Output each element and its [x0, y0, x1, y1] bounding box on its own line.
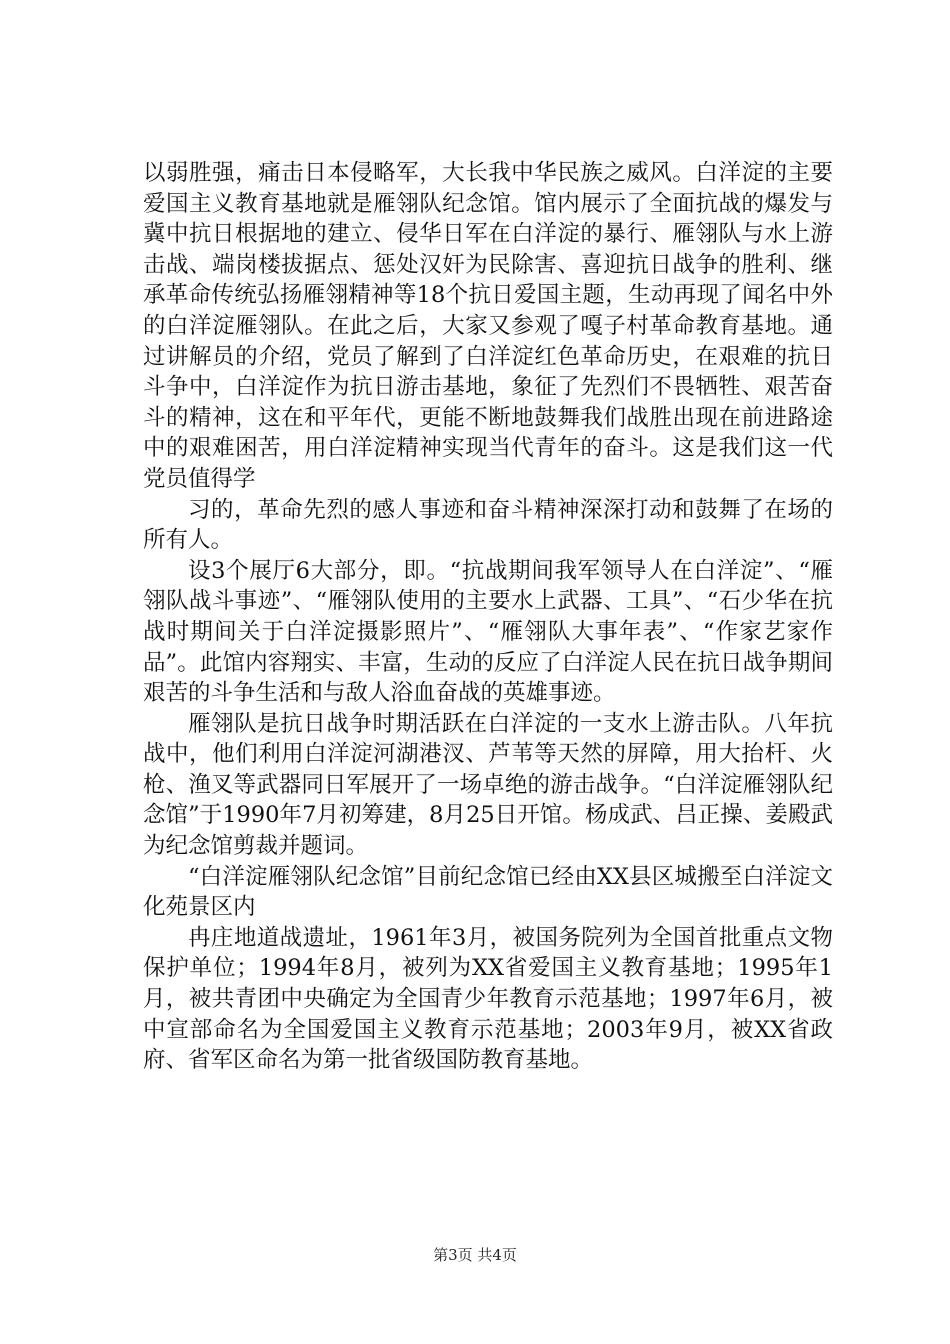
paragraph: “白洋淀雁翎队纪念馆”目前纪念馆已经由XX县区城搬至白洋淀文化苑景区内: [143, 863, 833, 921]
paragraph: 以弱胜强，痛击日本侵略军，大长我中华民族之威风。白洋淀的主要爱国主义教育基地就是雁翎队纪念馆。馆内展示了全面抗战的爆发与冀中抗日根据地的建立、侵华日军在白洋淀的暴行、雁翎队与水上游击战、端岗楼拔据点、惩处汉奸为民除害、喜迎抗日战争的胜利、继承革命传统弘扬雁翎精神等18个抗日爱国主题，生动再现了闻名中外的白洋淀雁翎队。在此之后，大家又参观了嘎子村革命教育基地。通过讲解员的介绍，党员了解到了白洋淀红色革命历史，在艰难的抗日斗争中，白洋淀作为抗日游击基地，象征了先烈们不畏牺牲、艰苦奋斗的精神，这在和平年代，更能不断地鼓舞我们战胜出现在前进路途中的艰难困苦，用白洋淀精神实现当代青年的奋斗。这是我们这一代党员值得学: [143, 160, 833, 492]
paragraph: 习的，革命先烈的感人事迹和奋斗精神深深打动和鼓舞了在场的所有人。: [143, 496, 833, 554]
body-text: [143, 158, 833, 1076]
page-number-footer: 第3页 共4页: [433, 1246, 517, 1264]
paragraph: 冉庄地道战遗址，1961年3月，被国务院列为全国首批重点文物保护单位；1994年8月，被列为XX省爱国主义教育基地；1995年1月，被共青团中央确定为全国青少年教育示范基地；1997年6月，被中宣部命名为全国爱国主义教育示范基地；2003年9月，被XX省政府、省军区命名为第一批省级国防教育基地。: [143, 924, 833, 1074]
paragraph: 雁翎队是抗日战争时期活跃在白洋淀的一支水上游击队。八年抗战中，他们利用白洋淀河湖港汊、芦苇等天然的屏障，用大抬杆、火枪、渔叉等武器同日军展开了一场卓绝的游击战争。“白洋淀雁翎队纪念馆”于1990年7月初筹建，8月25日开馆。杨成武、吕正操、姜殿武为纪念馆剪裁并题词。: [143, 710, 833, 860]
paragraph: 设3个展厅6大部分，即。“抗战期间我军领导人在白洋淀”、“雁翎队战斗事迹”、“雁翎队使用的主要水上武器、工具”、“石少华在抗战时期间关于白洋淀摄影照片”、“雁翎队大事年表”、“作家艺家作品”。此馆内容翔实、丰富，生动的反应了白洋淀人民在抗日战争期间艰苦的斗争生活和与敌人浴血奋战的英雄事迹。: [143, 557, 833, 707]
